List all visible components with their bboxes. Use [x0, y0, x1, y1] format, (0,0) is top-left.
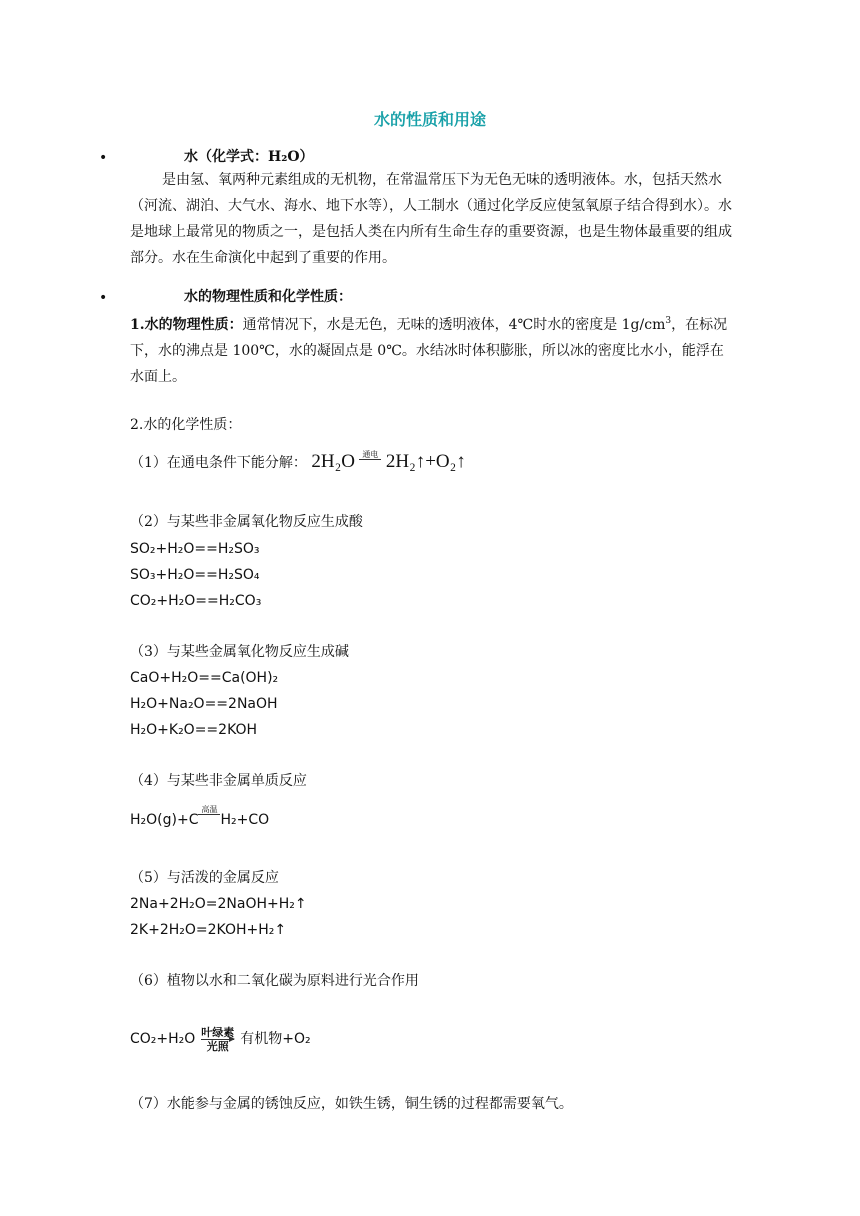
- section1-paragraph: 是由氢、氧两种元素组成的无机物，在常温常压下为无色无味的透明液体。水，包括天然水（河流、湖泊、大气水、海水、地下水等），人工制水（通过化学反应使氢氧原子结合得到水）。水是地球上最常见的物质之一，是包括人类在内所有生命生存的重要资源，也是生物体最重要的组成部分。水在生命演化中起到了重要的作用。: [130, 172, 732, 266]
- item5-label: （5）与活泼的金属反应: [130, 870, 279, 886]
- item3-label: （3）与某些金属氧化物反应生成碱: [130, 644, 349, 660]
- item4-condition: [198, 805, 220, 815]
- item6-condition: [201, 1026, 234, 1053]
- item1-label: （1）在通电条件下能分解：: [130, 455, 307, 471]
- item7-label: （7）水能参与金属的锈蚀反应，如铁生锈，铜生锈的过程都需要氧气。: [130, 1096, 573, 1112]
- item4-label: （4）与某些非金属单质反应: [130, 773, 307, 789]
- item1-line: [130, 450, 466, 475]
- chemical-label: 2.水的化学性质：: [130, 417, 242, 433]
- item2-eq-2: SO₃+H₂O==H₂SO₄: [130, 567, 260, 583]
- item4-line: [130, 805, 270, 830]
- bullet-2: •: [99, 290, 108, 306]
- item6-lhs: CO₂+H₂O: [130, 1031, 196, 1047]
- item4-rhs: H₂+CO: [220, 812, 270, 828]
- bullet-1: •: [99, 150, 108, 166]
- item3-eq-2: H₂O+Na₂O==2NaOH: [130, 696, 278, 712]
- page-title: 水的性质和用途: [373, 110, 486, 129]
- physical-text-a: 通常情况下，水是无色，无味的透明液体，4℃时水的密度是 1g/cm: [242, 317, 666, 333]
- physical-text-b: ，在标况下，水的沸点是 100℃，水的凝固点是 0℃。水结冰时体积膨胀，所以冰的密度比水小，能浮在水面上。: [130, 317, 728, 385]
- item2-label: （2）与某些非金属氧化物反应生成酸: [130, 514, 363, 530]
- item1-condition: [359, 450, 381, 460]
- item4-lhs: H₂O(g)+C: [130, 812, 199, 828]
- item2-eq-3: CO₂+H₂O==H₂CO₃: [130, 593, 262, 609]
- item6-arrow: [201, 1039, 234, 1040]
- item1-condition-text: 通电: [362, 450, 379, 459]
- item6-rhs: 有机物+O₂: [240, 1031, 311, 1047]
- item1-condition-bar: [359, 459, 381, 460]
- physical-properties-paragraph: [130, 308, 736, 390]
- section1-heading: 水（化学式：H₂O）: [184, 149, 314, 165]
- physical-label: 1.水的物理性质：: [130, 317, 243, 333]
- item3-eq-1: CaO+H₂O==Ca(OH)₂: [130, 670, 279, 686]
- section2-heading: 水的物理性质和化学性质：: [184, 289, 352, 305]
- item6-condition-bottom: 光照: [206, 1039, 229, 1053]
- item5-eq-2: 2K+2H₂O=2KOH+H₂↑: [130, 922, 287, 938]
- physical-sup: 3: [665, 316, 672, 326]
- item1-rhs: 2H₂↑+O₂↑: [385, 451, 466, 472]
- item3-eq-3: H₂O+K₂O==2KOH: [130, 722, 258, 738]
- item4-condition-text: 高温: [201, 805, 218, 814]
- item4-condition-bar: [198, 814, 220, 815]
- item1-lhs: 2H₂O: [311, 451, 355, 472]
- item2-eq-1: SO₂+H₂O==H₂SO₃: [130, 541, 260, 557]
- item5-eq-1: 2Na+2H₂O=2NaOH+H₂↑: [130, 896, 307, 912]
- item6-condition-top: 叶绿素: [201, 1025, 235, 1039]
- item6-label: （6）植物以水和二氧化碳为原料进行光合作用: [130, 973, 419, 989]
- item6-line: [130, 1022, 311, 1056]
